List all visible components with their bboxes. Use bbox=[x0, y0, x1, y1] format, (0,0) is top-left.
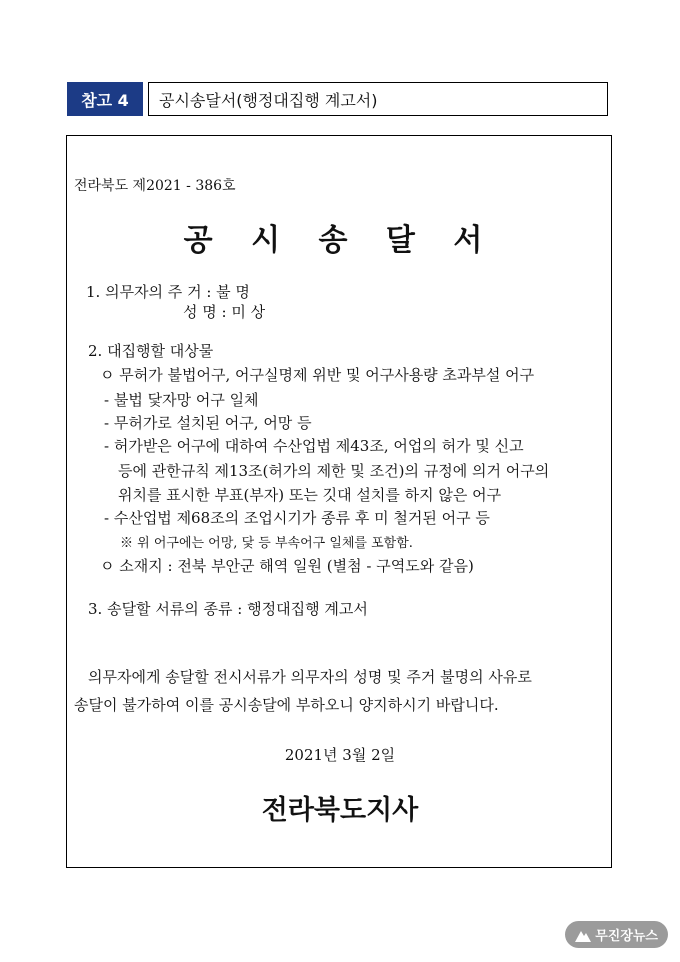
section2-item: ㅇ 무허가 불법어구, 어구실명제 위반 및 어구사용량 초과부설 어구 bbox=[100, 366, 535, 384]
body-text-line: 송달이 불가하여 이를 공시송달에 부하오니 양지하시기 바랍니다. bbox=[74, 696, 499, 714]
section2-item: - 허가받은 어구에 대하여 수산업법 제43조, 어업의 허가 및 신고 bbox=[104, 437, 524, 455]
watermark-logo bbox=[565, 921, 668, 948]
section3-doc-type: 3. 송달할 서류의 종류 : 행정대집행 계고서 bbox=[88, 600, 368, 618]
section2-location: ㅇ 소재지 : 전북 부안군 해역 일원 (별첨 - 구역도와 같음) bbox=[100, 557, 474, 575]
signatory: 전라북도지사 bbox=[261, 795, 419, 826]
section2-item: - 수산업법 제68조의 조업시기가 종류 후 미 철거된 어구 등 bbox=[104, 509, 490, 527]
section2-note: ※ 위 어구에는 어망, 닻 등 부속어구 일체를 포함함. bbox=[120, 536, 413, 551]
document-number: 전라북도 제2021 - 386호 bbox=[74, 178, 236, 194]
document-date: 2021년 3월 2일 bbox=[284, 746, 396, 764]
header-title: 공시송달서(행정대집행 계고서) bbox=[148, 82, 608, 116]
section1-address: 1. 의무자의 주 거 : 불 명 bbox=[86, 283, 250, 301]
document-title: 공 시 송 달 서 bbox=[183, 223, 497, 258]
body-text-line: 의무자에게 송달할 전시서류가 의무자의 성명 및 주거 불명의 사유로 bbox=[88, 668, 532, 686]
mountain-icon bbox=[575, 928, 591, 942]
section2-item: 등에 관한규칙 제13조(허가의 제한 및 조건)의 규정에 의거 어구의 bbox=[118, 462, 550, 480]
watermark-text: 무진장뉴스 bbox=[595, 929, 658, 944]
section2-item: 위치를 표시한 부표(부자) 또는 깃대 설치를 하지 않은 어구 bbox=[118, 486, 502, 504]
section2-item: - 무허가로 설치된 어구, 어망 등 bbox=[104, 414, 312, 432]
section2-item: - 불법 닻자망 어구 일체 bbox=[104, 391, 259, 409]
section2-heading: 2. 대집행할 대상물 bbox=[88, 342, 214, 360]
section1-name: 성 명 : 미 상 bbox=[183, 303, 266, 321]
section-tag: 참고 4 bbox=[67, 82, 143, 116]
